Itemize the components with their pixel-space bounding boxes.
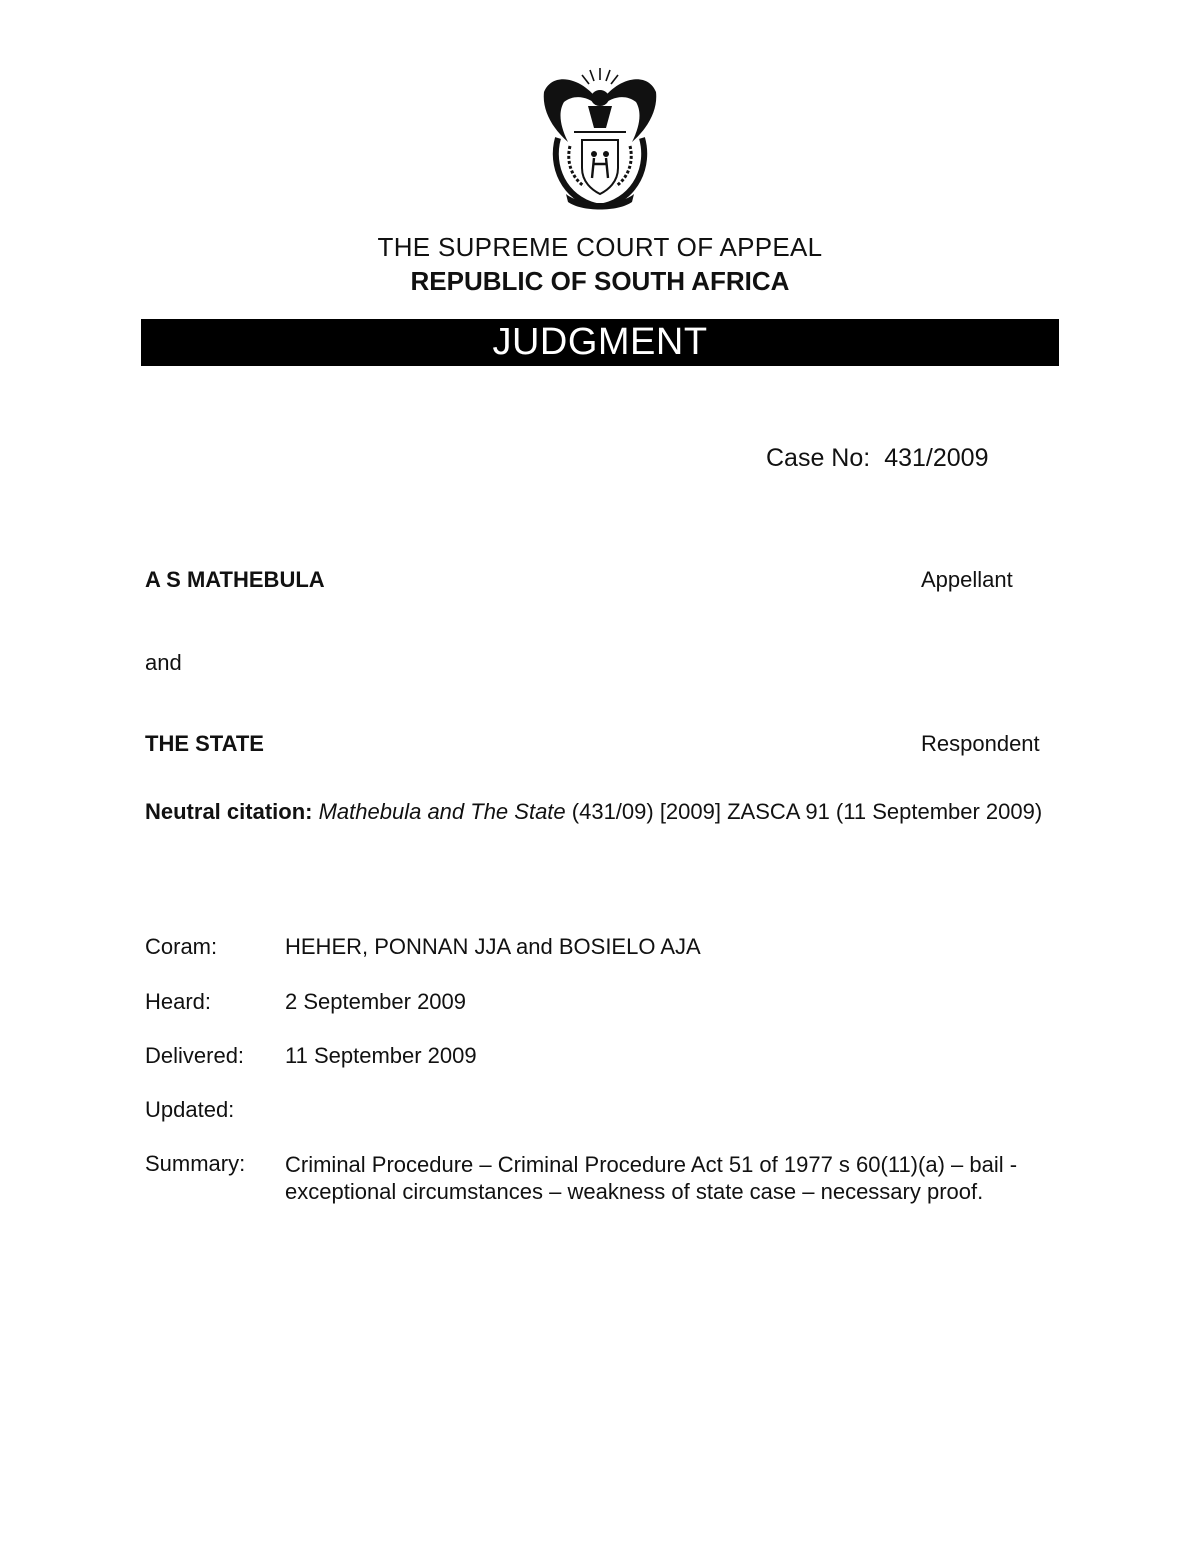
delivered-label: Delivered: — [145, 1043, 245, 1068]
respondent-name: THE STATE — [145, 731, 264, 756]
summary-value: Criminal Procedure – Criminal Procedure Act 51 of 1977 s 60(11)(a) – bail - exceptional circumstances – weakness of state case – necessary proof. — [285, 1152, 1018, 1204]
citation-case-name: Mathebula and The State — [318, 799, 566, 824]
judgment-banner: JUDGMENT — [141, 319, 1059, 366]
coram-label: Coram: — [145, 934, 218, 959]
citation-reference: (431/09) [2009] ZASCA 91 (11 September 2009) — [565, 799, 1043, 824]
republic-heading: REPUBLIC OF SOUTH AFRICA — [410, 266, 790, 296]
updated-label: Updated: — [145, 1097, 235, 1122]
appellant-name: A S MATHEBULA — [145, 567, 325, 592]
appellant-role: Appellant — [921, 567, 1013, 592]
heard-value: 2 September 2009 — [285, 989, 467, 1014]
case-number-value: 431/2009 — [884, 444, 989, 472]
heard-label: Heard: — [145, 989, 212, 1014]
coram-value: HEHER, PONNAN JJA and BOSIELO AJA — [285, 934, 701, 959]
neutral-citation — [145, 798, 1055, 825]
citation-label: Neutral citation: — [145, 799, 313, 824]
summary-label: Summary: — [145, 1151, 246, 1176]
case-number-label: Case No: — [766, 444, 871, 472]
respondent-role: Respondent — [921, 731, 1040, 756]
case-number-line — [766, 444, 989, 473]
court-name-heading: THE SUPREME COURT OF APPEAL — [377, 232, 823, 262]
delivered-value: 11 September 2009 — [285, 1043, 477, 1068]
coat-of-arms-emblem — [540, 66, 660, 212]
parties-conjunction: and — [145, 650, 182, 675]
